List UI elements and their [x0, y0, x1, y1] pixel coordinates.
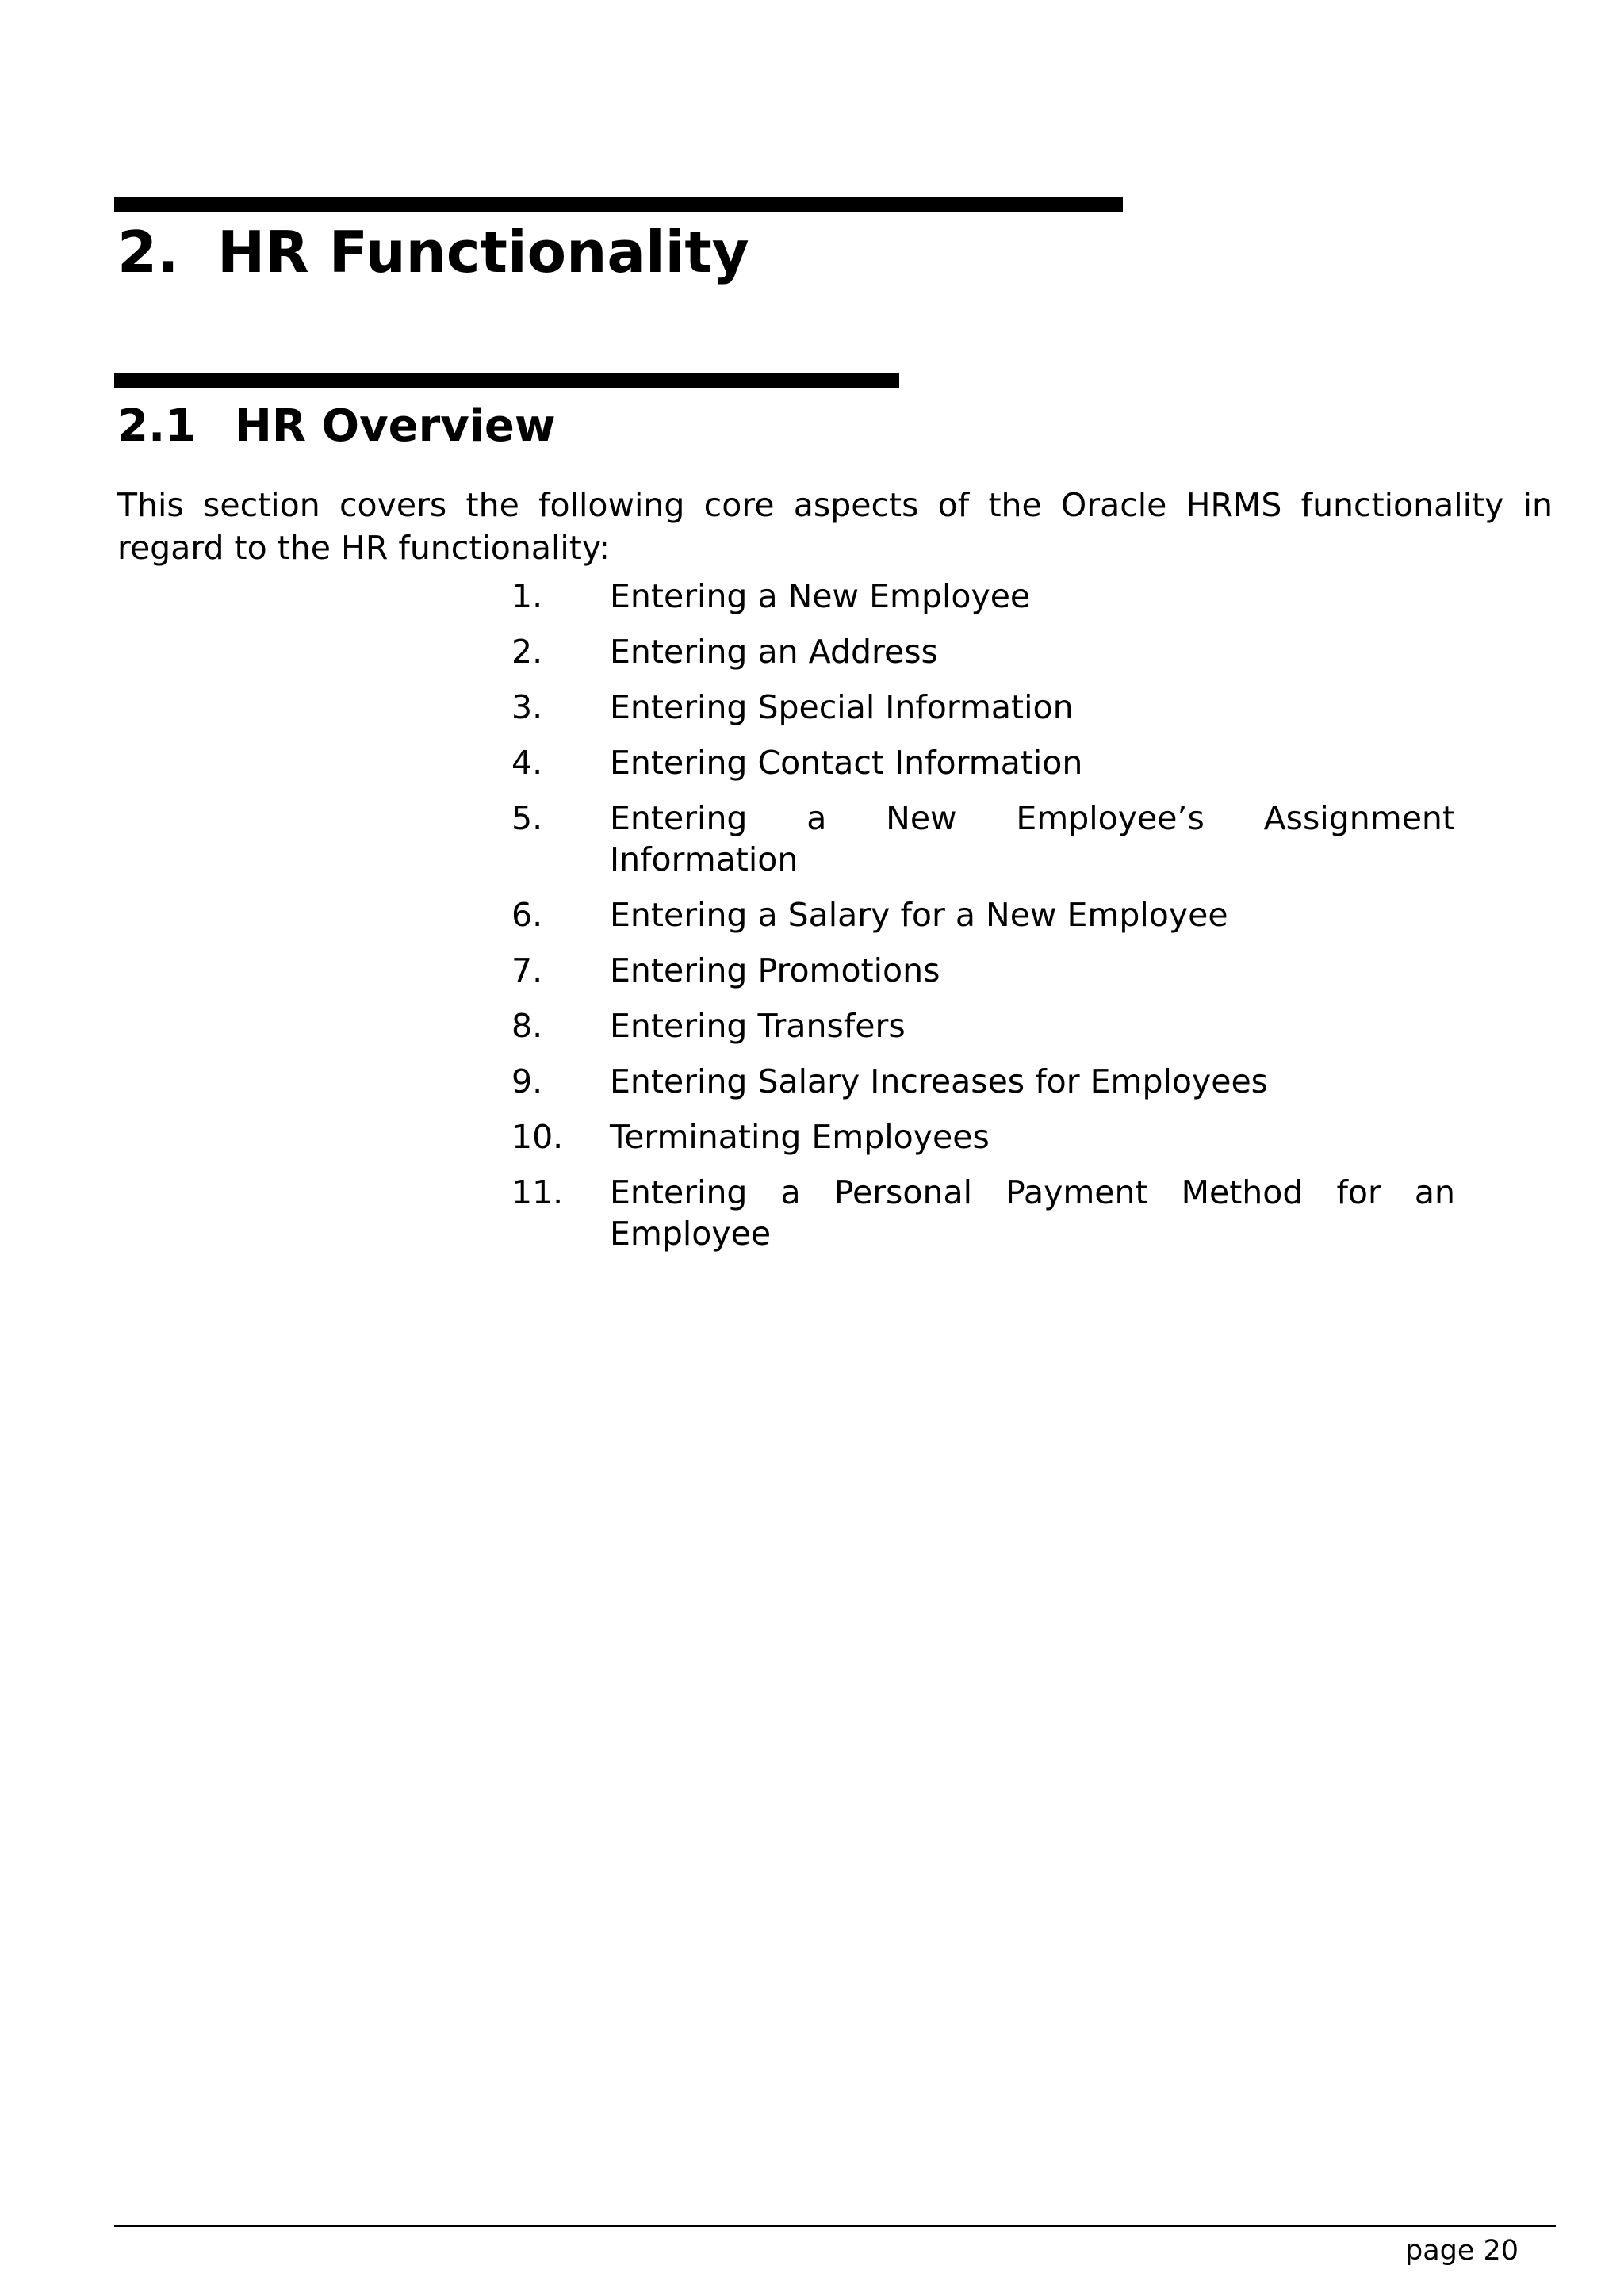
- list-item: [511, 1116, 1455, 1158]
- section-title: HR Overview: [235, 400, 556, 452]
- list-item: [511, 798, 1455, 880]
- list-item-text: Entering a New Employee’s Assignment Information: [610, 799, 1455, 878]
- list-item: [511, 687, 1455, 728]
- list-item-text: Entering a New Employee: [610, 577, 1031, 615]
- list-item: [511, 894, 1455, 936]
- list-item-number: 8.: [511, 1007, 543, 1045]
- list-item-number: 5.: [511, 799, 543, 837]
- list-item-number: 3.: [511, 688, 543, 726]
- list-item-number: 4.: [511, 744, 543, 782]
- section-heading: [117, 398, 556, 455]
- list-item-text: Entering an Address: [610, 633, 938, 671]
- list-item: [511, 631, 1455, 672]
- list-item-number: 9.: [511, 1062, 543, 1100]
- list-item-text: Entering Contact Information: [610, 744, 1083, 782]
- list-item-text: Entering Special Information: [610, 688, 1074, 726]
- list-item-number: 6.: [511, 896, 543, 934]
- section-rule: [114, 373, 899, 388]
- list-item-text: Entering Transfers: [610, 1007, 906, 1045]
- list-item-text: Entering Promotions: [610, 951, 940, 989]
- list-item-number: 10.: [511, 1118, 564, 1156]
- list-item-number: 11.: [511, 1173, 564, 1211]
- list-item-number: 7.: [511, 951, 543, 989]
- list-item-text: Entering a Personal Payment Method for an Employee: [610, 1173, 1455, 1253]
- list-item: [511, 950, 1455, 991]
- footer-rule: [114, 2225, 1556, 2227]
- list-item: [511, 1005, 1455, 1047]
- chapter-rule: [114, 197, 1123, 212]
- list-item: [511, 1172, 1455, 1254]
- section-number: 2.1: [117, 400, 197, 452]
- list-item: [511, 576, 1455, 617]
- chapter-heading: [117, 214, 749, 290]
- list-item-text: Entering a Salary for a New Employee: [610, 896, 1228, 934]
- list-item-number: 2.: [511, 633, 543, 671]
- list-item-number: 1.: [511, 577, 543, 615]
- intro-paragraph: This section covers the following core aspects of the Oracle HRMS functionality in regard to the HR functionality:: [117, 486, 1553, 567]
- list-item-text: Entering Salary Increases for Employees: [610, 1062, 1269, 1100]
- list-item-text: Terminating Employees: [610, 1118, 990, 1156]
- list-item: [511, 742, 1455, 783]
- list-item: [511, 1061, 1455, 1102]
- chapter-title: HR Functionality: [217, 219, 749, 285]
- page-number: page 20: [1405, 2235, 1519, 2267]
- chapter-number: 2.: [117, 219, 179, 285]
- functionality-list: [511, 576, 1455, 1269]
